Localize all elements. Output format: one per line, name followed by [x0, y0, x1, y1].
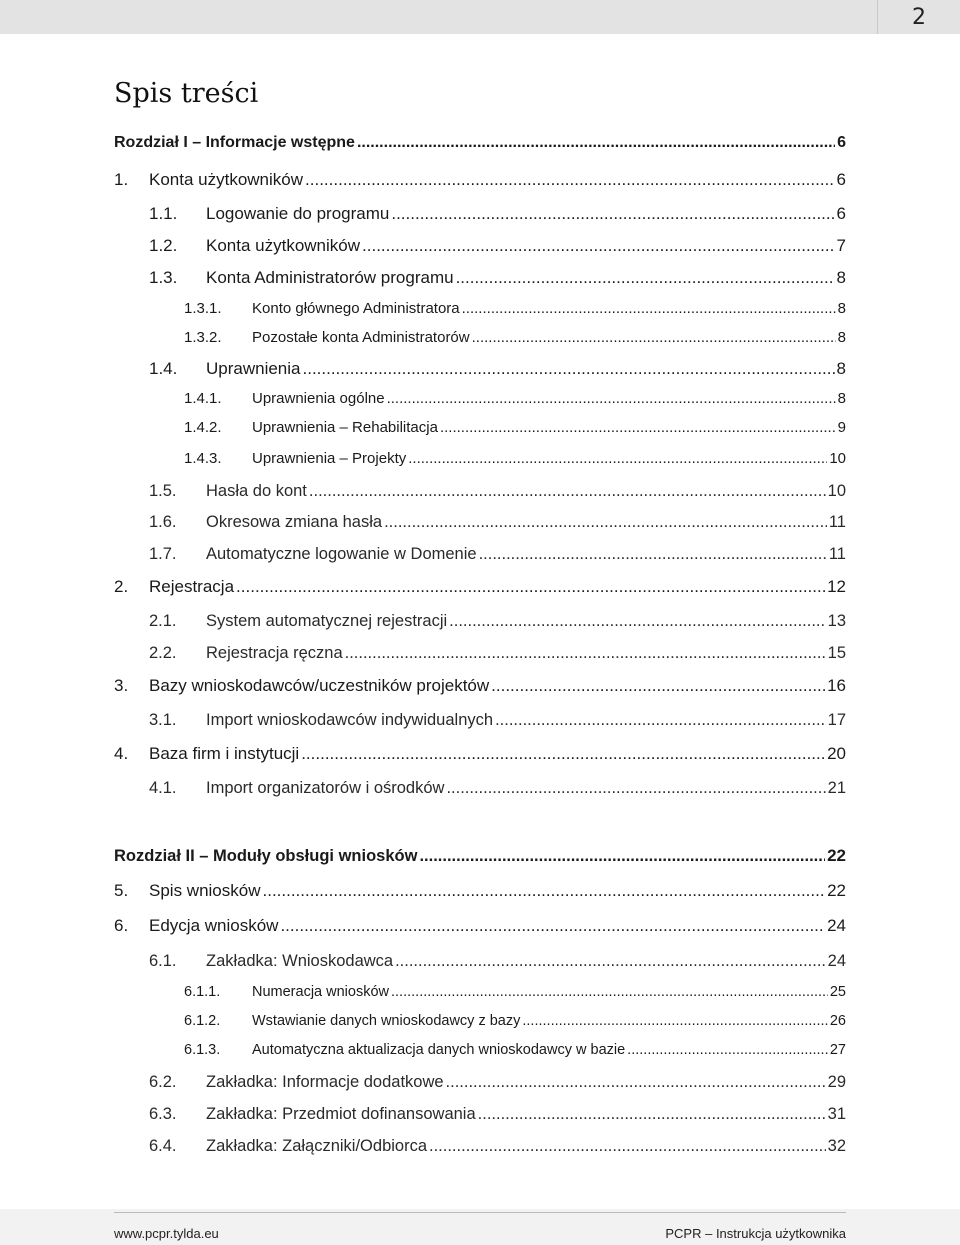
dot-leader — [429, 1137, 826, 1156]
toc-entry-title: Hasła do kont — [206, 482, 307, 500]
toc-entry[interactable] — [149, 1137, 846, 1161]
toc-entry-page: 8 — [837, 329, 846, 346]
toc-entry-number: 6. — [114, 916, 129, 935]
toc-entry-number: 6.3. — [149, 1105, 177, 1123]
toc-entry-number: 6.1.1. — [184, 984, 221, 1000]
footer-divider — [114, 1212, 846, 1213]
toc-entry-number: 1.5. — [149, 482, 177, 500]
dot-leader — [419, 847, 825, 866]
toc-entry-number: 5. — [114, 881, 129, 900]
dot-leader — [462, 300, 836, 317]
toc-entry-title: Zakładka: Załączniki/Odbiorca — [206, 1137, 428, 1155]
dot-leader — [395, 952, 826, 971]
dot-leader — [305, 170, 835, 190]
toc-entry-number: 3. — [114, 676, 129, 695]
dot-leader — [384, 513, 827, 532]
toc-entry[interactable] — [114, 170, 846, 194]
toc-entry-page: 29 — [827, 1073, 846, 1091]
toc-entry-page: 6 — [836, 204, 846, 223]
toc-entry-title: Konta użytkowników — [149, 170, 304, 189]
toc-entry[interactable] — [184, 390, 846, 414]
toc-entry-page: 17 — [827, 711, 846, 729]
toc-entry-title: Numeracja wniosków — [252, 984, 389, 1000]
toc-entry[interactable] — [149, 513, 846, 537]
toc-entry[interactable] — [149, 545, 846, 569]
toc-entry-page: 16 — [827, 676, 846, 695]
toc-entry-title: Rejestracja ręczna — [206, 644, 343, 662]
toc-entry[interactable] — [184, 450, 846, 474]
dot-leader — [449, 612, 825, 631]
toc-entry[interactable] — [149, 204, 846, 228]
toc-entry-number: 6.2. — [149, 1073, 177, 1091]
dot-leader — [357, 134, 835, 152]
dot-leader — [440, 419, 836, 436]
toc-entry[interactable] — [114, 881, 846, 905]
toc-entry-page: 11 — [828, 513, 846, 531]
dot-leader — [263, 881, 826, 901]
toc-entry-page: 8 — [836, 359, 846, 378]
toc-entry-title: Import wnioskodawców indywidualnych — [206, 711, 494, 729]
toc-entry-page: 13 — [827, 612, 846, 630]
toc-entry-page: 10 — [829, 450, 846, 467]
toc-entry-number: 6.4. — [149, 1137, 177, 1155]
toc-entry[interactable] — [149, 644, 846, 668]
toc-entry[interactable] — [184, 984, 846, 1008]
dot-leader — [362, 236, 835, 256]
toc-entry-title: Automatyczne logowanie w Domenie — [206, 545, 477, 563]
dot-leader — [387, 390, 836, 407]
toc-entry-page: 31 — [827, 1105, 846, 1123]
toc-entry-number: 1.6. — [149, 513, 177, 531]
toc-entry-title: Uprawnienia ogólne — [252, 390, 385, 407]
toc-entry-title: Pozostałe konta Administratorów — [252, 329, 470, 346]
toc-entry-title: Konto głównego Administratora — [252, 300, 460, 317]
toc-entry-number: 1.4.2. — [184, 419, 222, 436]
toc-entry-title: Zakładka: Informacje dodatkowe — [206, 1073, 444, 1091]
toc-entry-title: Import organizatorów i ośrodków — [206, 779, 445, 797]
toc-entry-page: 12 — [827, 577, 846, 596]
toc-entry-page: 20 — [827, 744, 846, 763]
toc-entry-number: 1.4.3. — [184, 450, 222, 467]
toc-entry-title: Edycja wniosków — [149, 916, 279, 935]
toc-entry-number: 1.4. — [149, 359, 178, 378]
dot-leader — [495, 711, 826, 730]
toc-entry-page: 22 — [827, 881, 846, 900]
dot-leader — [446, 1073, 826, 1092]
toc-entry-chapter-1[interactable] — [114, 134, 846, 158]
dot-leader — [456, 268, 835, 288]
toc-entry-title: Spis wniosków — [149, 881, 261, 900]
toc-entry-page: 8 — [837, 300, 846, 317]
toc-entry-number: 1.3.2. — [184, 329, 222, 346]
toc-entry-page: 10 — [827, 482, 846, 500]
toc-entry-title: Bazy wnioskodawców/uczestników projektów — [149, 676, 490, 695]
toc-entry-title: Logowanie do programu — [206, 204, 390, 223]
dot-leader — [309, 482, 826, 501]
toc-entry-number: 1. — [114, 170, 129, 189]
toc-entry-number: 1.2. — [149, 236, 178, 255]
toc-entry-number: 1.7. — [149, 545, 177, 563]
toc-entry-page: 22 — [827, 846, 846, 865]
toc-entry-page: 27 — [829, 1042, 846, 1058]
toc-entry-page: 8 — [836, 268, 846, 287]
toc-entry-title: Rozdział I – Informacje wstępne — [114, 134, 355, 151]
toc-entry-title: System automatycznej rejestracji — [206, 612, 448, 630]
footer-document-title: PCPR – Instrukcja użytkownika — [665, 1226, 846, 1241]
toc-entry-title: Okresowa zmiana hasła — [206, 513, 383, 531]
dot-leader — [236, 577, 825, 597]
toc-entry[interactable] — [114, 916, 846, 940]
dot-leader — [491, 676, 825, 696]
dot-leader — [301, 744, 825, 764]
toc-entry-number: 3.1. — [149, 711, 177, 729]
toc-entry-number: 1.3.1. — [184, 300, 222, 317]
toc-entry-page: 24 — [827, 916, 846, 935]
toc-entry-title: Konta użytkowników — [206, 236, 361, 255]
toc-entry[interactable] — [149, 612, 846, 636]
dot-leader — [280, 916, 825, 936]
toc-entry[interactable] — [114, 676, 846, 700]
toc-entry[interactable] — [184, 1042, 846, 1066]
dot-leader — [408, 450, 827, 467]
toc-entry[interactable] — [149, 952, 846, 976]
toc-entry-number: 6.1.2. — [184, 1013, 221, 1029]
toc-entry-title: Wstawianie danych wnioskodawcy z bazy — [252, 1013, 521, 1029]
toc-entry-number: 4. — [114, 744, 129, 763]
toc-entry-page: 25 — [829, 984, 846, 1000]
toc-entry-page: 6 — [837, 134, 846, 151]
toc-entry-title: Rejestracja — [149, 577, 235, 596]
toc-entry-number: 6.1.3. — [184, 1042, 221, 1058]
toc-entry-page: 8 — [837, 390, 846, 407]
toc-entry-page: 9 — [837, 419, 846, 436]
footer-website[interactable]: www.pcpr.tylda.eu — [114, 1226, 219, 1241]
toc-entry[interactable] — [184, 329, 846, 353]
page-header — [0, 0, 960, 34]
toc-entry[interactable] — [149, 482, 846, 506]
dot-leader — [446, 779, 825, 798]
toc-entry-page: 26 — [829, 1013, 846, 1029]
toc-entry-title: Baza firm i instytucji — [149, 744, 300, 763]
toc-entry[interactable] — [149, 779, 846, 803]
toc-entry[interactable] — [149, 359, 846, 383]
toc-entry-page: 32 — [827, 1137, 846, 1155]
toc-entry-number: 2. — [114, 577, 129, 596]
toc-entry[interactable] — [149, 236, 846, 260]
toc-entry-chapter-2[interactable] — [114, 846, 846, 870]
toc-entry-page: 7 — [836, 236, 846, 255]
toc-entry-number: 2.2. — [149, 644, 177, 662]
toc-entry-title: Uprawnienia – Rehabilitacja — [252, 419, 438, 436]
toc-entry[interactable] — [184, 300, 846, 324]
toc-entry-page: 11 — [828, 545, 846, 563]
dot-leader — [345, 644, 826, 663]
toc-entry-number: 1.4.1. — [184, 390, 222, 407]
dot-leader — [303, 359, 835, 379]
toc-entry-page: 21 — [827, 779, 846, 797]
dot-leader — [391, 984, 828, 1000]
toc-heading: Spis treści — [114, 78, 259, 109]
toc-entry[interactable] — [149, 1073, 846, 1097]
toc-entry[interactable] — [114, 744, 846, 768]
toc-entry[interactable] — [184, 1013, 846, 1037]
dot-leader — [627, 1042, 828, 1058]
toc-entry-page: 15 — [827, 644, 846, 662]
toc-entry-title: Uprawnienia – Projekty — [252, 450, 407, 467]
toc-entry-title: Uprawnienia — [206, 359, 301, 378]
toc-entry-title: Zakładka: Przedmiot dofinansowania — [206, 1105, 476, 1123]
toc-entry-page: 24 — [827, 952, 846, 970]
toc-entry-number: 1.3. — [149, 268, 178, 287]
page-number: 2 — [877, 0, 960, 34]
toc-entry-number: 1.1. — [149, 204, 178, 223]
dot-leader — [472, 329, 836, 346]
toc-entry[interactable] — [114, 577, 846, 601]
dot-leader — [391, 204, 834, 224]
toc-entry-title: Konta Administratorów programu — [206, 268, 454, 287]
toc-entry[interactable] — [149, 1105, 846, 1129]
dot-leader — [479, 545, 827, 564]
dot-leader — [478, 1105, 826, 1124]
toc-entry-number: 4.1. — [149, 779, 177, 797]
toc-entry[interactable] — [184, 419, 846, 443]
toc-entry-title: Automatyczna aktualizacja danych wnioskodawcy w bazie — [252, 1042, 626, 1058]
dot-leader — [522, 1013, 827, 1029]
toc-entry-title: Zakładka: Wnioskodawca — [206, 952, 394, 970]
toc-entry-number: 6.1. — [149, 952, 177, 970]
toc-entry[interactable] — [149, 268, 846, 292]
toc-entry-page: 6 — [836, 170, 846, 189]
toc-entry-title: Rozdział II – Moduły obsługi wniosków — [114, 847, 418, 865]
toc-entry-number: 2.1. — [149, 612, 177, 630]
toc-entry[interactable] — [149, 711, 846, 735]
